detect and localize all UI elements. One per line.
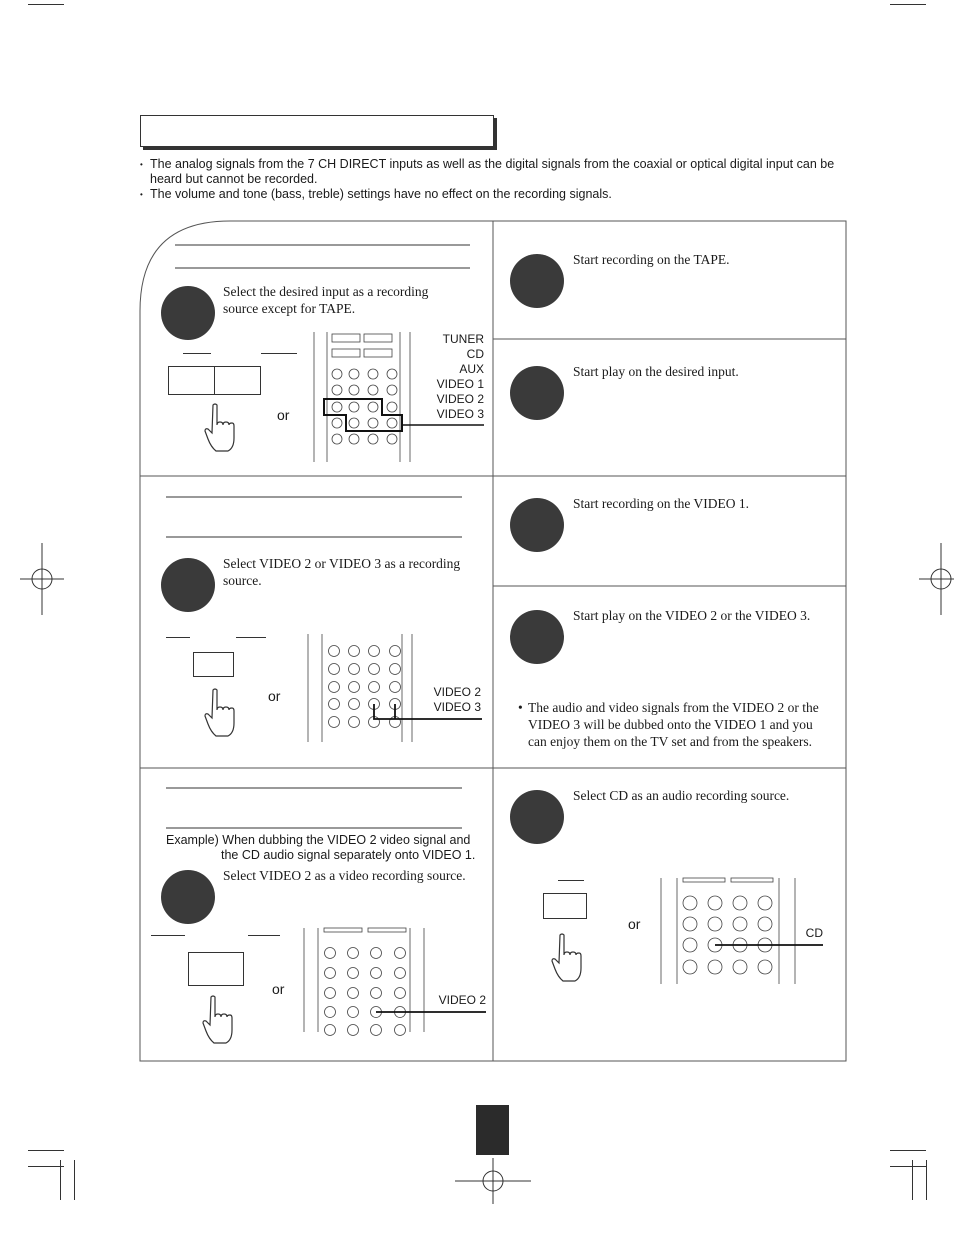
step-circle xyxy=(510,366,564,420)
step-circle xyxy=(161,558,215,612)
hand-pointer-icon xyxy=(203,403,235,451)
remote-control-illustration xyxy=(312,332,412,464)
or-label: or xyxy=(268,688,281,704)
step-circle xyxy=(510,790,564,844)
step-text-select-video2: Select VIDEO 2 as a video recording source. xyxy=(223,868,466,883)
remote-control-illustration xyxy=(302,928,412,1034)
input-button[interactable] xyxy=(214,366,261,395)
dubbing-note: • The audio and video signals from the VIDEO 2 or the VIDEO 3 will be dubbed onto the VIDEO 1 and you can enjoy them on the TV set and from the speakers. xyxy=(518,700,819,749)
step-text-start-recording-video1: Start recording on the VIDEO 1. xyxy=(573,496,749,511)
input-button[interactable] xyxy=(543,893,587,919)
step-circle xyxy=(510,254,564,308)
note-bullet: • xyxy=(140,190,143,200)
step-text-start-play: Start play on the desired input. xyxy=(573,364,739,379)
note-1: • The analog signals from the 7 CH DIRECT inputs as well as the digital signals from the coaxial or optical digital input can be heard but cannot be recorded. xyxy=(140,157,835,186)
input-button[interactable] xyxy=(188,952,244,986)
step-circle xyxy=(161,870,215,924)
step-text-select-input: Select the desired input as a recording source except for TAPE. xyxy=(223,284,429,316)
remote-control-illustration xyxy=(306,634,416,744)
input-labels: VIDEO 2 VIDEO 3 xyxy=(433,685,481,714)
example-text: Example) When dubbing the VIDEO 2 video signal and the CD audio signal separately onto VIDEO 1. xyxy=(166,833,476,862)
remote-control-illustration xyxy=(659,878,799,986)
or-label: or xyxy=(272,981,285,997)
input-labels: VIDEO 2 xyxy=(438,993,486,1007)
step-text-start-recording-tape: Start recording on the TAPE. xyxy=(573,252,730,267)
step-circle xyxy=(161,286,215,340)
hand-pointer-icon xyxy=(203,688,235,736)
note-bullet: • xyxy=(140,160,143,170)
step-circle xyxy=(510,610,564,664)
page-tab xyxy=(476,1105,509,1155)
input-labels: TUNER CD AUX VIDEO 1 VIDEO 2 VIDEO 3 xyxy=(436,332,484,421)
or-label: or xyxy=(277,407,290,423)
step-circle xyxy=(510,498,564,552)
step-text-select-video: Select VIDEO 2 or VIDEO 3 as a recording source. xyxy=(223,556,461,588)
input-labels: CD xyxy=(805,926,823,940)
or-label: or xyxy=(628,916,641,932)
input-button[interactable] xyxy=(193,652,234,677)
hand-pointer-icon xyxy=(201,995,233,1043)
input-button[interactable] xyxy=(168,366,216,395)
step-text-select-cd: Select CD as an audio recording source. xyxy=(573,788,790,803)
step-text-start-play-video: Start play on the VIDEO 2 or the VIDEO 3. xyxy=(573,608,811,623)
note-2: • The volume and tone (bass, treble) settings have no effect on the recording signals. xyxy=(140,187,612,201)
hand-pointer-icon xyxy=(550,933,582,981)
